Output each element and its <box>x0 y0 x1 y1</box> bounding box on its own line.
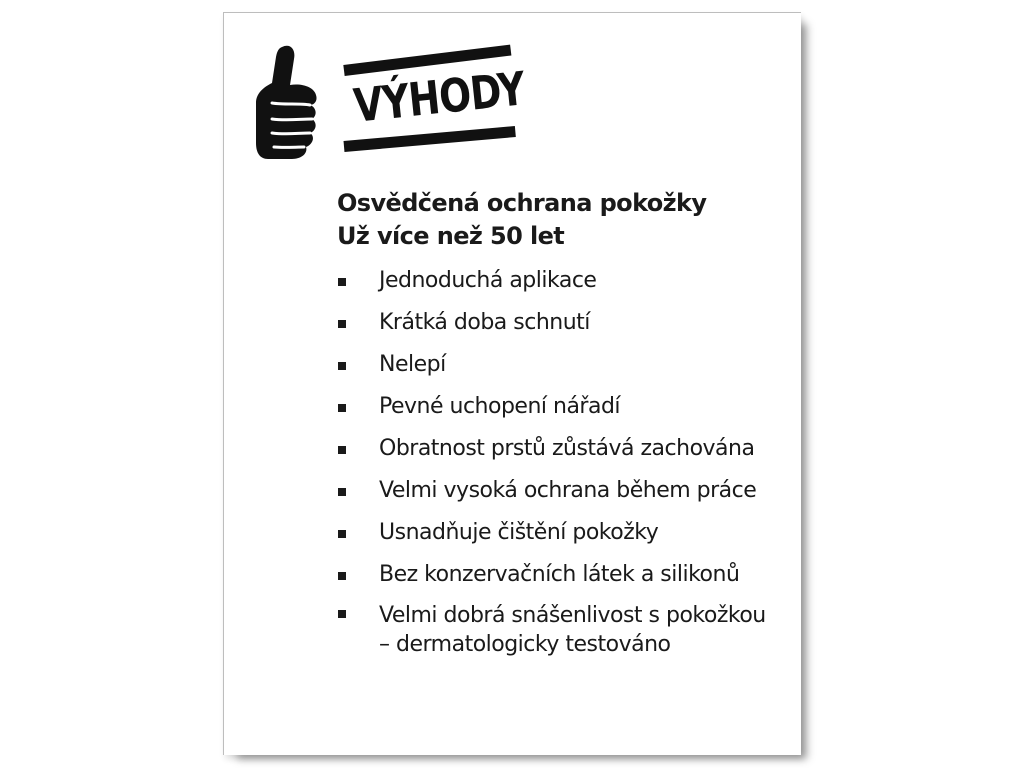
stamp-title: VÝHODY <box>351 61 527 133</box>
benefit-text: Krátká doba schnutí <box>379 310 590 335</box>
benefit-text: Obratnost prstů zůstává zachována <box>379 436 755 461</box>
list-item <box>334 475 766 517</box>
square-bullet-icon <box>338 320 346 328</box>
square-bullet-icon <box>338 278 346 286</box>
square-bullet-icon <box>338 610 346 618</box>
benefit-text: Bez konzervačních látek a silikonů <box>379 562 740 587</box>
benefit-text: Pevné uchopení nářadí <box>379 394 621 419</box>
square-bullet-icon <box>338 530 346 538</box>
benefit-text: Usnadňuje čištění pokožky <box>379 520 659 545</box>
heading-line-1: Osvědčená ochrana pokožky <box>337 189 707 217</box>
benefit-text: Jednoduchá aplikace <box>379 268 597 293</box>
list-item <box>334 307 766 349</box>
heading-block <box>337 187 706 253</box>
list-item <box>334 517 766 559</box>
thumbs-up-icon <box>252 43 322 163</box>
square-bullet-icon <box>338 488 346 496</box>
benefits-list <box>334 265 766 659</box>
benefit-text-line-1: Velmi dobrá snášenlivost s pokožkou <box>379 603 766 628</box>
benefit-text: Velmi vysoká ochrana během práce <box>379 478 757 503</box>
list-item <box>334 559 766 601</box>
benefit-text-line-2: – dermatologicky testováno <box>379 632 671 657</box>
list-item <box>334 265 766 307</box>
square-bullet-icon <box>338 572 346 580</box>
benefit-text: Nelepí <box>379 352 446 377</box>
list-item <box>334 349 766 391</box>
list-item <box>334 391 766 433</box>
benefits-card <box>223 12 801 755</box>
heading-line-2: Už více než 50 let <box>337 222 565 250</box>
list-item <box>334 433 766 475</box>
square-bullet-icon <box>338 362 346 370</box>
benefits-stamp <box>344 57 527 153</box>
list-item <box>334 601 766 659</box>
square-bullet-icon <box>338 446 346 454</box>
square-bullet-icon <box>338 404 346 412</box>
